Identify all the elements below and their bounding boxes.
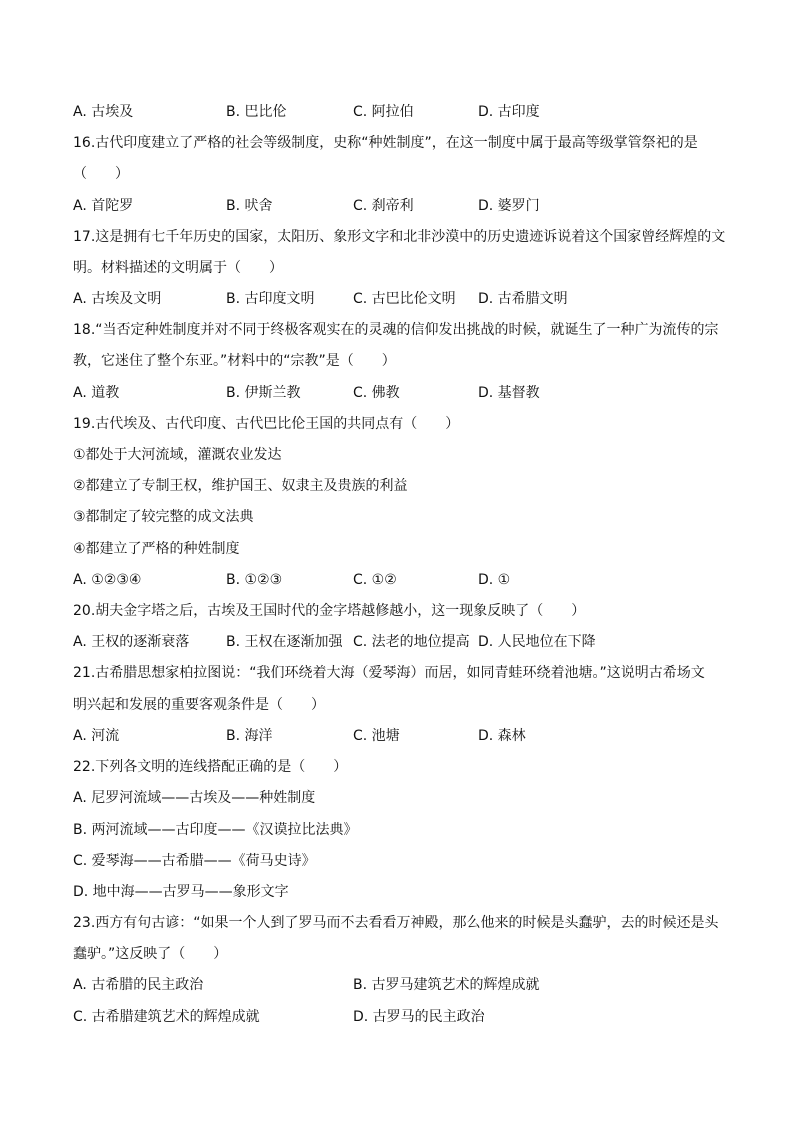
q18-option-b: B. 伊斯兰教 [226,385,301,401]
q21-option-b: B. 海洋 [226,728,273,744]
q21-option-d: D. 森林 [478,728,526,744]
q19-option-d: D. ① [478,572,511,588]
q17-stem-line1: 17.这是拥有七千年历史的国家，太阳历、象形文字和北非沙漠中的历史遗迹诉说着这个国家曾经辉煌的文 [73,229,726,245]
q23-stem-line1: 23.西方有句古谚：“如果一个人到了罗马而不去看看万神殿，那么他来的时候是头蠢驴，去的时候还是头 [73,915,719,931]
q19-option-c: C. ①② [353,572,397,588]
q19-item-2: ②都建立了专制王权，维护国王、奴隶主及贵族的利益 [73,478,408,494]
q23-option-a: A. 古希腊的民主政治 [73,977,204,993]
q19-stem: 19.古代埃及、古代印度、古代巴比伦王国的共同点有（ ） [73,416,460,432]
q22-option-c: C. 爱琴海——古希腊——《荷马史诗》 [73,853,316,869]
q15-option-a: A. 古埃及 [73,104,134,120]
q19-item-4: ④都建立了严格的种姓制度 [73,541,240,557]
q17-option-c: C. 古巴比伦文明 [353,291,456,307]
q21-stem-line1: 21.古希腊思想家柏拉图说：“我们环绕着大海（爱琴海）而居，如同青蛙环绕着池塘。”这说明古希场文 [73,665,705,681]
q15-option-c: C. 阿拉伯 [353,104,414,120]
q15-option-b: B. 巴比伦 [226,104,287,120]
q22-stem: 22.下列各文明的连线搭配正确的是（ ） [73,759,348,775]
q22-option-b: B. 两河流域——古印度——《汉谟拉比法典》 [73,822,358,838]
q22-option-a: A. 尼罗河流域——古埃及——种姓制度 [73,790,316,806]
q16-option-c: C. 刹帝利 [353,198,414,214]
q16-option-a: A. 首陀罗 [73,198,134,214]
q20-option-d: D. 人民地位在下降 [478,634,596,650]
q19-option-b: B. ①②③ [226,572,283,588]
q17-stem-line2: 明。材料描述的文明属于（ ） [73,260,283,276]
q16-stem-line1: 16.古代印度建立了严格的社会等级制度，史称“种姓制度”，在这一制度中属于最高等级掌管祭祀的是 [73,135,698,151]
q18-option-c: C. 佛教 [353,385,400,401]
q23-option-b: B. 古罗马建筑艺术的辉煌成就 [353,977,540,993]
q18-stem-line2: 教，它迷住了整个东亚。”材料中的“宗教”是（ ） [73,353,396,369]
q19-item-3: ③都制定了较完整的成文法典 [73,509,254,525]
q18-stem-line1: 18.“当否定种姓制度并对不同于终极客观实在的灵魂的信仰发出挑战的时候，就诞生了一种广为流传的宗 [73,322,719,338]
q20-stem: 20.胡夫金字塔之后，古埃及王国时代的金字塔越修越小，这一现象反映了（ ） [73,603,586,619]
q16-option-d: D. 婆罗门 [478,198,540,214]
q17-option-b: B. 古印度文明 [226,291,315,307]
q18-option-d: D. 基督教 [478,385,540,401]
q23-option-d: D. 古罗马的民主政治 [353,1009,485,1025]
q20-option-c: C. 法老的地位提高 [353,634,470,650]
q23-option-c: C. 古希腊建筑艺术的辉煌成就 [73,1009,260,1025]
q18-option-a: A. 道教 [73,385,120,401]
q21-stem-line2: 明兴起和发展的重要客观条件是（ ） [73,697,325,713]
q19-item-1: ①都处于大河流域，灌溉农业发达 [73,447,282,463]
q19-option-a: A. ①②③④ [73,572,142,588]
q20-option-a: A. 王权的逐渐衰落 [73,634,190,650]
q21-option-a: A. 河流 [73,728,120,744]
q17-option-d: D. 古希腊文明 [478,291,568,307]
q16-stem-line2: （ ） [73,166,129,182]
q16-option-b: B. 吠舍 [226,198,273,214]
q21-option-c: C. 池塘 [353,728,400,744]
q22-option-d: D. 地中海——古罗马——象形文字 [73,884,289,900]
q23-stem-line2: 蠢驴。”这反映了（ ） [73,946,228,962]
q15-option-d: D. 古印度 [478,104,540,120]
q17-option-a: A. 古埃及文明 [73,291,162,307]
q20-option-b: B. 王权在逐渐加强 [226,634,343,650]
